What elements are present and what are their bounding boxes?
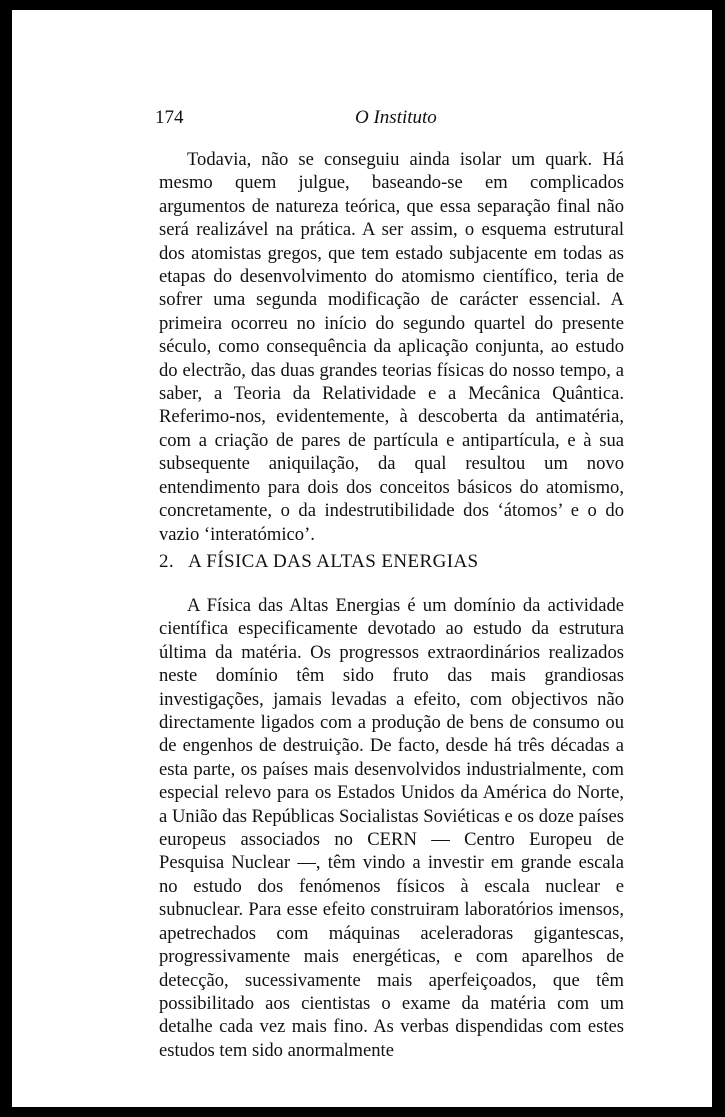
page-header [12, 107, 712, 131]
paragraph-1: Todavia, não se conseguiu ainda isolar um quark. Há mesmo quem julgue, baseando-se em complicados argumentos de natureza teórica, que essa separação final não será realizável na prática. A ser assim, o esquema estrutural dos atomistas gregos, que tem estado subjacente em todas as etapas do desenvolvimento do atomismo científico, teria de sofrer uma segunda modificação de carácter essencial. A primeira ocorreu no início do segundo quartel do presente século, como consequência da aplicação conjunta, ao estudo do electrão, das duas grandes teorias físicas do nosso tempo, a saber, a Teoria da Relatividade e a Mecânica Quântica. Referimo-nos, evidentemente, à descoberta da antimatéria, com a criação de pares de partícula e antipartícula, e à sua subsequente aniquilação, da qual resultou um novo entendimento para dois dos conceitos básicos do atomismo, concretamente, o da indestrutibilidade dos ‘átomos’ e o do vazio ‘interatómico’. [159, 149, 624, 545]
body-text-block-1 [159, 148, 624, 546]
section-title: A FÍSICA DAS ALTAS ENERGIAS [188, 551, 479, 572]
body-text-block-2 [159, 594, 624, 1062]
section-number: 2. [159, 551, 175, 572]
page-number: 174 [155, 107, 184, 128]
paragraph-2: A Física das Altas Energias é um domínio da actividade científica especificamente devotado ao estudo da estrutura última da matéria. Os progressos extraordinários realizados neste domínio têm sido fruto das mais grandiosas investigações, jamais levadas a efeito, com objectivos não directamente ligados com a produção de bens de consumo ou de engenhos de destruição. De facto, desde há três décadas a esta parte, os países mais desenvolvidos industrialmente, com especial relevo para os Estados Unidos da América do Norte, a União das Repúblicas Socialistas Soviéticas e os doze países europeus associados no CERN — Centro Europeu de Pesquisa Nuclear —, têm vindo a investir em grande escala no estudo dos fenómenos físicos à escala nuclear e subnuclear. Para esse efeito construiram laboratórios imensos, apetrechados com máquinas aceleradoras gigantescas, progressivamente mais energéticas, e com aparelhos de detecção, sucessivamente mais aperfeiçoados, que têm possibilitado aos cientistas o exame da matéria com um detalhe cada vez mais fino. As verbas dispendidas com estes estudos tem sido anormalmente [159, 595, 624, 1061]
book-page [12, 10, 712, 1107]
running-title: O Instituto [355, 107, 437, 128]
section-heading [159, 551, 479, 573]
